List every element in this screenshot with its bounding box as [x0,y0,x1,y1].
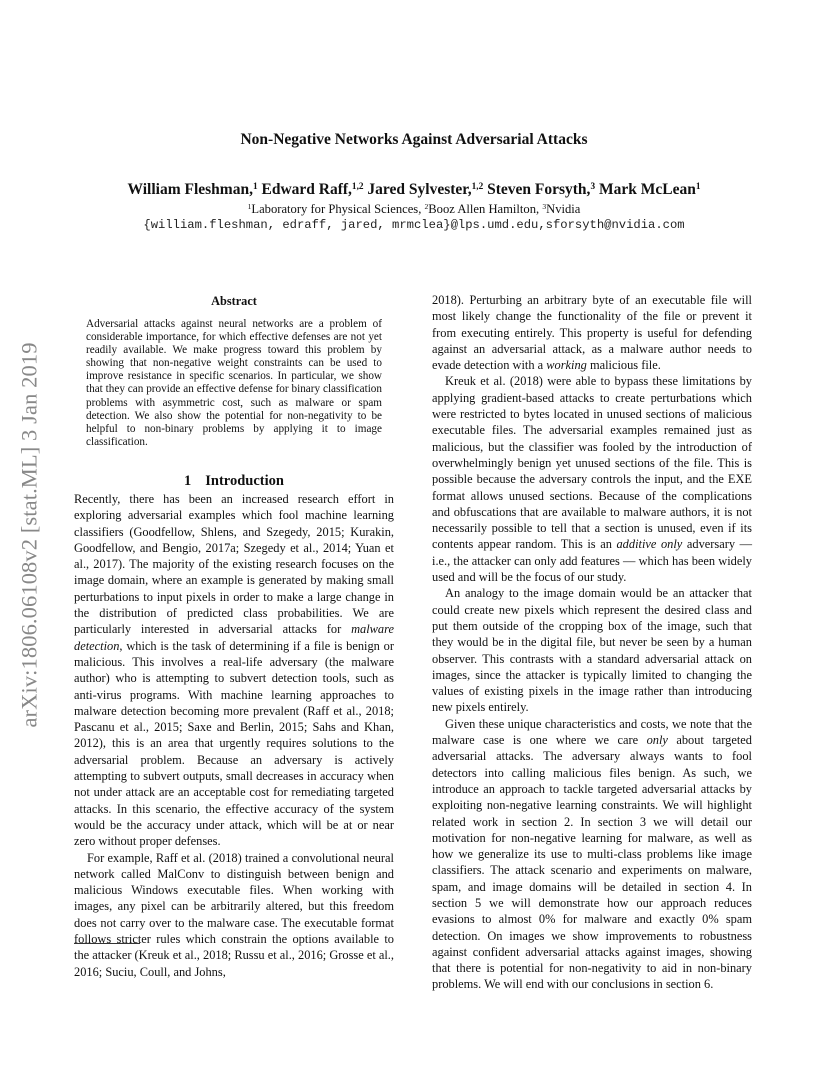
author-name: William Fleshman, [127,181,253,198]
section-title: Introduction [205,473,284,489]
paragraph-text: Recently, there has been an increased research effort in exploring adversarial examples which fool machine learning classifiers (Goodfellow, Shlens, and Szegedy, 2015; Kurakin, Goodfellow, and Bengio, 2017a; Szegedy et al., 2014; Yuan et al., 2017). The majority of the existing research focuses on the image domain, where an example is generated by making small perturbations to input pixels in order to make a large change in the distribution of predicted class probabilities. We are particularly interested in adversarial attacks for [74,492,394,637]
paragraph-text: about targeted adversarial attacks. The adversary always wants to fool detectors into calling malicious files benign. As such, we introduce an approach to tackle targeted adversarial attacks by exploiting non-negative learning constraints. We will highlight related work in section 2. In section 3 we will detail our motivation for non-negative learning for malware, as well as how we generalize its use to multi-class problems like image classifiers. The attack scenario and experiments on malware, spam, and image domains will be detailed in section 4. In section 5 we will demonstrate how our approach reduces evasions to almost 0% for malware and exactly 0% spam detection. On images we show improvements to robustness against confident adversarial attacks against images, showing that there is potential for non-negativity to aid in non-binary problems. We will end with our conclusions in section 6. [432,733,752,992]
paragraph [432,716,752,993]
affiliation-mark: 1 [247,201,252,211]
paragraph-text: Given these unique characteristics and costs, we note that the malware case is one where we care [432,716,752,748]
emphasis-text: working [546,358,587,373]
arxiv-sidebar-stamp [4,300,56,770]
affiliation-name: Nvidia [546,202,581,216]
author-affiliation-mark: 1,2 [471,181,484,192]
author-list [0,181,828,199]
affiliation-name: Laboratory for Physical Sciences, [251,202,425,216]
abstract-text: Adversarial attacks against neural networks are a problem of considerable importance, for which effective defenses are not yet readily available. We make progress toward this problem by showing that non-negative weight constraints can be used to improve resistance in specific scenarios. In particular, we show that they can provide an effective defense for binary classification problems with asymmetric cost, such as malware or spam detection. We also show the potential for non-negativity to be helpful to non-binary problems by applying it to image classification. [86,318,382,448]
emphasis-text: additive only [616,537,683,552]
paragraph-text: adversary — i.e., the attacker can only add features — which has been widely used and will be the focus of our study. [432,537,753,585]
arxiv-identifier: arXiv:1806.06108v2 [stat.ML] 3 Jan 2019 [17,342,43,728]
author-affiliation-mark: 1,2 [351,181,364,192]
emphasis-text: only [646,733,668,748]
footnote-rule [74,943,140,944]
paragraph-text: , which is the task of determining if a file is benign or malicious. This involves a real-life adversary (the malware author) who is attempting to subvert detection tools, such as anti-virus programs. With machine learning approaches to malware detection becoming more prevalent (Raff et al., 2018; Pascanu et al., 2015; Saxe and Berlin, 2015; Sahs and Khan, 2012), this is an area that urgently requires solutions to the adversarial problem. Because an adversary is actively attempting to subvert outputs, small decreases in accuracy when not under attack are an acceptable cost for remediating targeted attacks. In this scenario, the effective accuracy of the system would be the accuracy under attack, which will be at or near zero without proper defenses. [74,638,394,849]
author-name: Jared Sylvester, [367,181,472,198]
affiliation-name: Booz Allen Hamilton, [428,202,543,216]
author-affiliation-mark: 3 [590,181,596,192]
paragraph: For example, Raff et al. (2018) trained a convolutional neural network called MalConv to distinguish between benign and malicious Windows executable files. When working with images, any pixel can be arbitrarily altered, but this freedom does not carry over to the malware case. The executable format follows stricter rules which constrain the options available to the attacker (Kreuk et al., 2018; Russu et al., 2016; Grosse et al., 2016; Suciu, Coull, and Johns, [74,850,395,979]
author-emails: {william.fleshman, edraff, jared, mrmclea}@lps.umd.edu,sforsyth@nvidia.com [143,218,685,232]
paper-title: Non-Negative Networks Against Adversarial Attacks [240,131,588,148]
section-heading [74,473,394,490]
abstract-heading: Abstract [211,294,257,308]
author-affiliation-mark: 1 [252,181,258,192]
left-column [74,491,394,980]
author-name: Steven Forsyth, [487,181,591,198]
affiliation-mark: 2 [424,201,429,211]
paragraph-text: Kreuk et al. (2018) were able to bypass these limitations by applying gradient-based attacks to create perturbations which were restricted to bytes located in unused sections of malicious executable files. The adversarial examples remained just as malicious, but the classifier was fooled by the introduction of overwhelmingly benign yet unused sections of the file. This is possible because the adversary controls the input, and the EXE format allows unused sections. Because of the complications and obfuscations that are available to malware authors, it is not necessarily possible to tell that a section is unused, even if its contents appear random. This is an [432,374,752,552]
affiliation-mark: 3 [542,201,547,211]
affiliation-list [0,202,828,217]
paragraph-text: 2018). Perturbing an arbitrary byte of an executable file will most likely change the functionality of the file or prevent it from executing entirely. This property is useful for defending against an adversarial attack, as a malware author needs to evade detection with a [432,293,752,373]
author-name: Edward Raff, [261,181,352,198]
emphasis-text: malware detection [74,622,394,653]
author-affiliation-mark: 1 [695,181,701,192]
section-number: 1 [184,473,192,489]
paragraph [432,373,752,585]
author-name: Mark McLean [598,181,696,198]
paragraph-text: malicious file. [586,358,661,373]
right-column [432,292,752,993]
paragraph [74,491,394,850]
paragraph [432,292,752,373]
paragraph: An analogy to the image domain would be an attacker that could create new pixels which represent the desired class and put them outside of the cropping box of the image, such that they would be in the digital file, but never be seen by a human observer. This contrasts with a standard adversarial attack on images, since the attacker is typically limited to changing the values of existing pixels in the image rather than introducing new pixels entirely. [432,586,752,715]
